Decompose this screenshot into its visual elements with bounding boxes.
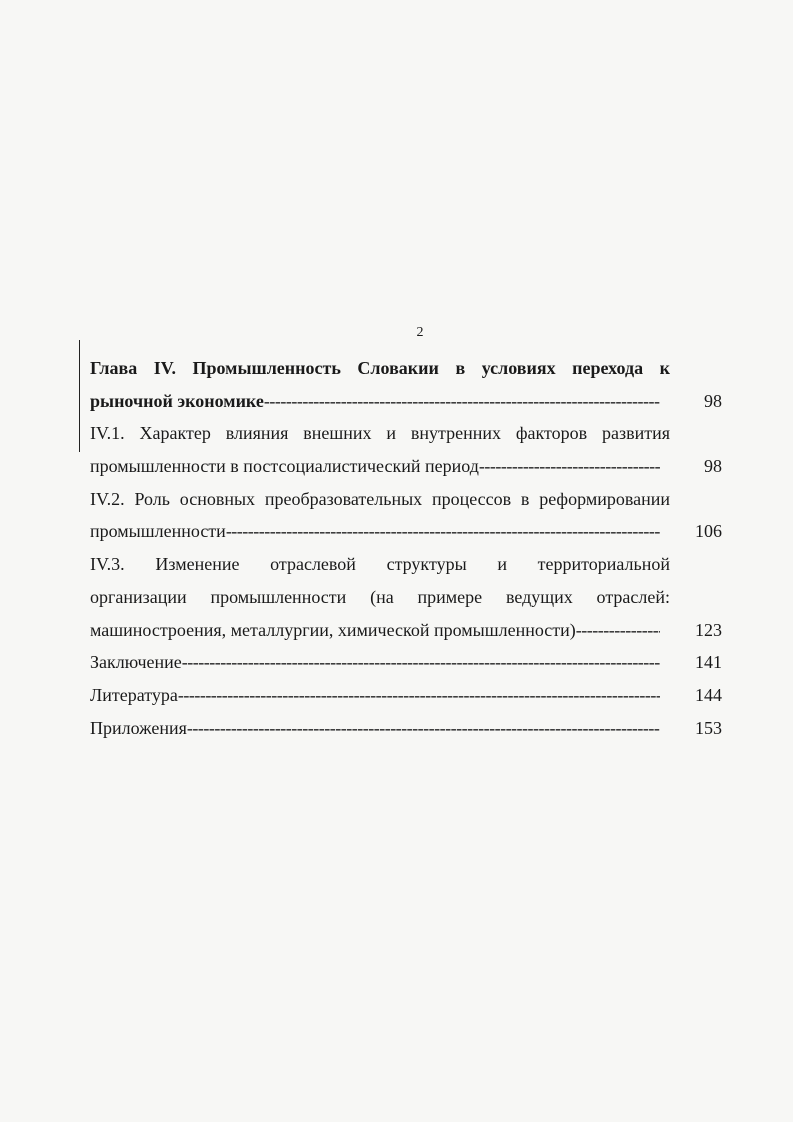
toc-literature-label: Литература: [90, 684, 178, 705]
toc-page-number: 98: [704, 390, 722, 411]
toc-page-number: 106: [695, 521, 722, 542]
leader-dots: [226, 515, 660, 548]
toc-s42-title-cont: промышленности: [90, 521, 226, 542]
toc-entry-chapter4: [90, 385, 722, 418]
toc-entry-s41: [90, 450, 722, 483]
leader-dots: [187, 712, 660, 745]
toc-s41-title-cont: промышленности в постсоциалистический период: [90, 456, 479, 477]
toc-page-number: 144: [695, 684, 722, 705]
toc-entry-conclusion: [90, 646, 722, 679]
toc-page-number: 98: [704, 456, 722, 477]
toc-appendices-label: Приложения: [90, 717, 187, 738]
leader-dots: [182, 646, 660, 679]
toc-entry-s42: [90, 515, 722, 548]
toc-s41-title: IV.1. Характер влияния внешних и внутренних факторов развития: [90, 423, 670, 444]
toc-chapter4-title: Глава IV. Промышленность Словакии в условиях перехода к: [90, 358, 670, 378]
toc-page-number: 153: [695, 717, 722, 738]
toc-s42-title: IV.2. Роль основных преобразовательных процессов в реформировании: [90, 488, 670, 509]
toc-s43-title-cont2: машиностроения, металлургии, химической промышленности): [90, 619, 576, 640]
toc-s43-title-cont: организации промышленности (на примере ведущих отраслей:: [90, 586, 670, 607]
page-number: 2: [416, 325, 424, 340]
toc-s43-title: IV.3. Изменение отраслевой структуры и территориальной: [90, 554, 670, 575]
toc-page-number: 123: [695, 619, 722, 640]
toc-conclusion-label: Заключение: [90, 652, 182, 673]
toc-page-number: 141: [695, 652, 722, 673]
toc-entry-appendices: [90, 712, 722, 745]
toc-entry-literature: [90, 679, 722, 712]
leader-dots: [479, 450, 660, 483]
leader-dots: [178, 679, 660, 712]
leader-dots: [264, 385, 660, 418]
margin-line: [79, 340, 80, 452]
leader-dots: [576, 614, 660, 647]
toc-entry-s43: [90, 614, 722, 647]
table-of-contents: [90, 352, 722, 744]
toc-chapter4-title-cont: рыночной экономике: [90, 390, 264, 411]
